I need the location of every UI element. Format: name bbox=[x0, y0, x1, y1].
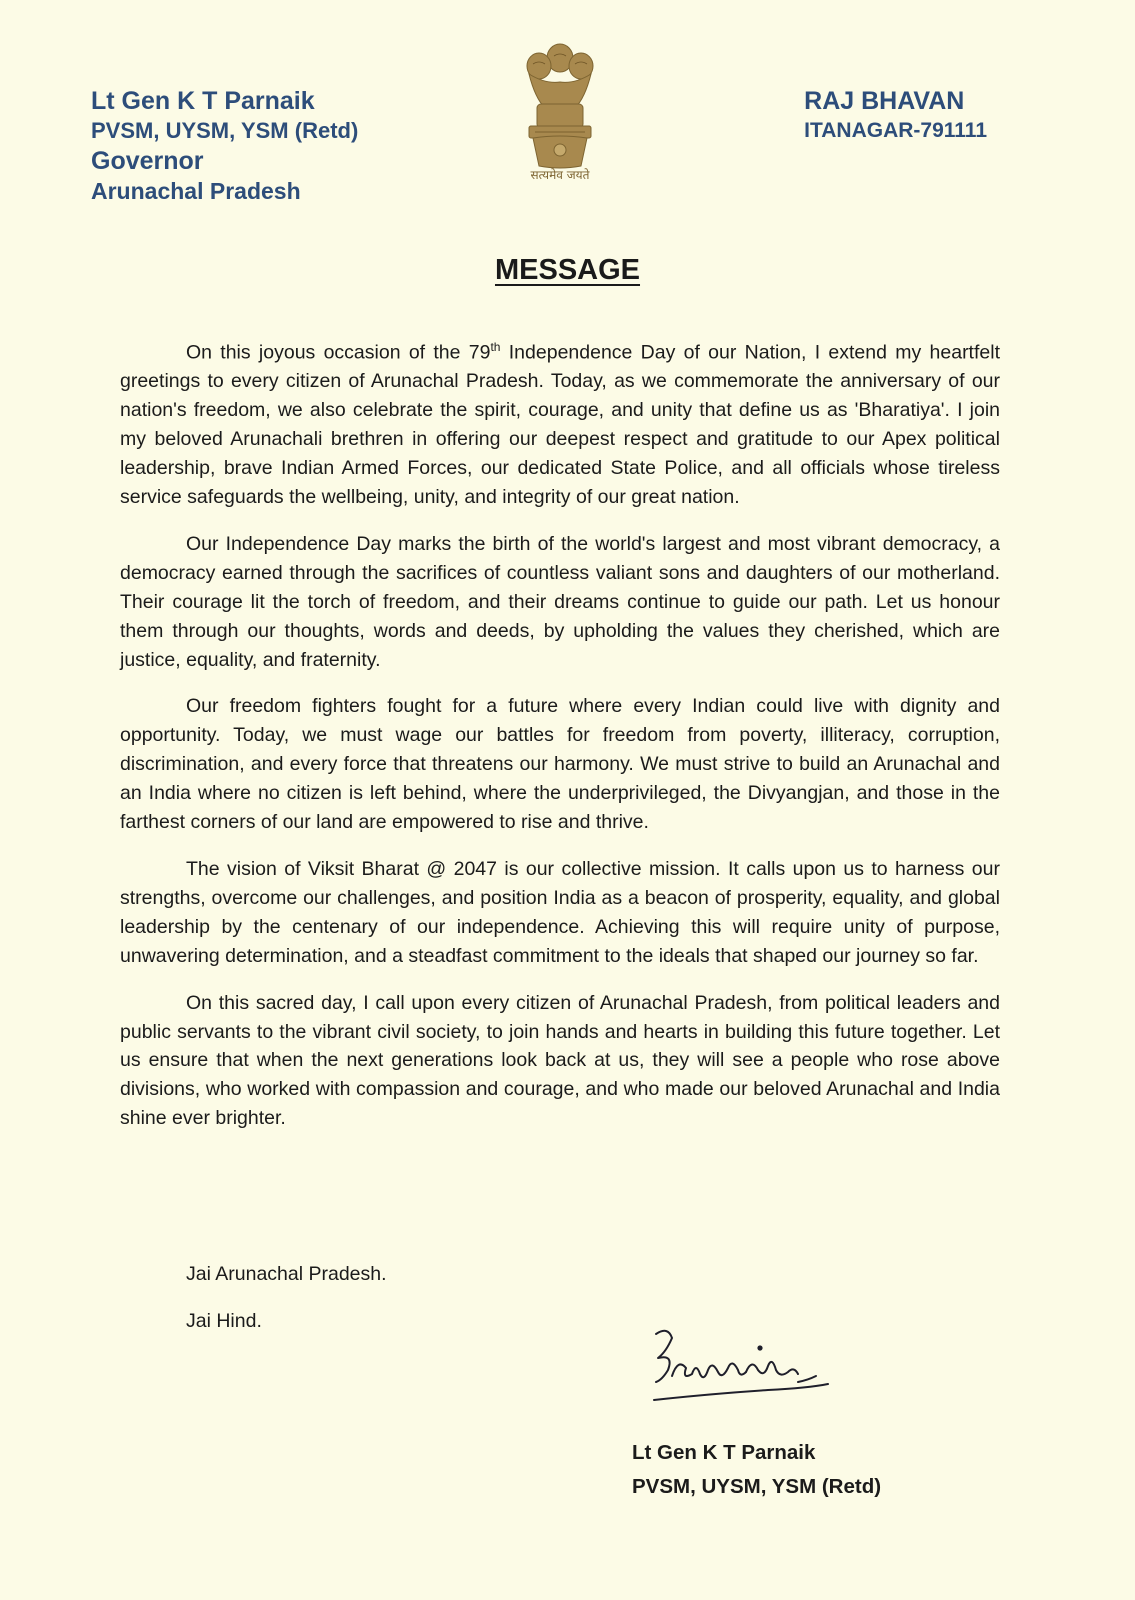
paragraph-5: On this sacred day, I call upon every citizen of Arunachal Pradesh, from political leaders and public servants to the vibrant civil society, to join hands and hearts in building this future together. Let us ensure that when the next generations look back at us, they will see a people who rose above divisions, who worked with compassion and courage, and who made our beloved Arunachal and India shine ever brighter. bbox=[120, 991, 1000, 1130]
paragraph-3: Our freedom fighters fought for a future where every Indian could live with dignity and opportunity. Today, we must wage our battles for freedom from poverty, illiteracy, corruption, discrimination, and every force that threatens our harmony. We must strive to build an Arunachal and an India where no citizen is left behind, where the underprivileged, the Divyangjan, and those in the farthest corners of our land are empowered to rise and thrive. bbox=[120, 695, 1000, 834]
letterhead-right bbox=[804, 86, 987, 146]
governor-honours: PVSM, UYSM, YSM (Retd) bbox=[91, 118, 359, 143]
paragraph-1-rest: Independence Day of our Nation, I extend my heartfelt greetings to every citizen of Arunachal Pradesh. Today, as we commemorate the anniversary of our nation's freedom, we also celebrate the spirit, courage, and unity that define us as 'Bharatiya'. I join my beloved Arunachali brethren in offering our deepest respect and gratitude to our Apex political leadership, brave Indian Armed Forces, our dedicated State Police, and all officials whose tireless service safeguards the wellbeing, unity, and integrity of our great nation. bbox=[120, 341, 1000, 509]
emblem-motto: सत्यमेव जयते bbox=[530, 168, 590, 182]
letterhead-left bbox=[91, 86, 358, 206]
message-body bbox=[120, 333, 1000, 1151]
ordinal-suffix: th bbox=[490, 340, 501, 354]
governor-name: Lt Gen K T Parnaik bbox=[91, 87, 315, 115]
office-address: ITANAGAR-791111 bbox=[804, 119, 987, 142]
paragraph-1-start: On this joyous occasion of the 79 bbox=[186, 341, 491, 364]
governor-state: Arunachal Pradesh bbox=[91, 178, 301, 204]
governor-designation: Governor bbox=[91, 147, 204, 175]
signatory-block bbox=[632, 1436, 881, 1504]
signatory-honours: PVSM, UYSM, YSM (Retd) bbox=[632, 1475, 882, 1498]
closing-line-hind: Jai Hind. bbox=[186, 1310, 262, 1332]
paragraph-4: The vision of Viksit Bharat @ 2047 is our collective mission. It calls upon us to harness our strengths, overcome our challenges, and position India as a beacon of prosperity, equality, and global leadership by the centenary of our independence. Achieving this will require unity of purpose, unwavering determination, and a steadfast commitment to the ideals that shaped our journey so far. bbox=[120, 858, 1000, 967]
paragraph-1 bbox=[120, 333, 1000, 512]
office-name: RAJ BHAVAN bbox=[804, 87, 965, 115]
signatory-name: Lt Gen K T Parnaik bbox=[632, 1441, 816, 1464]
message-title: MESSAGE bbox=[494, 254, 641, 286]
closing-line-state: Jai Arunachal Pradesh. bbox=[186, 1263, 387, 1285]
state-emblem-icon bbox=[515, 38, 605, 186]
handwritten-signature bbox=[648, 1318, 848, 1438]
paragraph-2: Our Independence Day marks the birth of the world's largest and most vibrant democracy, a democracy earned through the sacrifices of countless valiant sons and daughters of our motherland. Their courage lit the torch of freedom, and their dreams continue to guide our path. Let us honour them through our thoughts, words and deeds, by upholding the values they cherished, which are justice, equality, and fraternity. bbox=[120, 532, 1000, 671]
